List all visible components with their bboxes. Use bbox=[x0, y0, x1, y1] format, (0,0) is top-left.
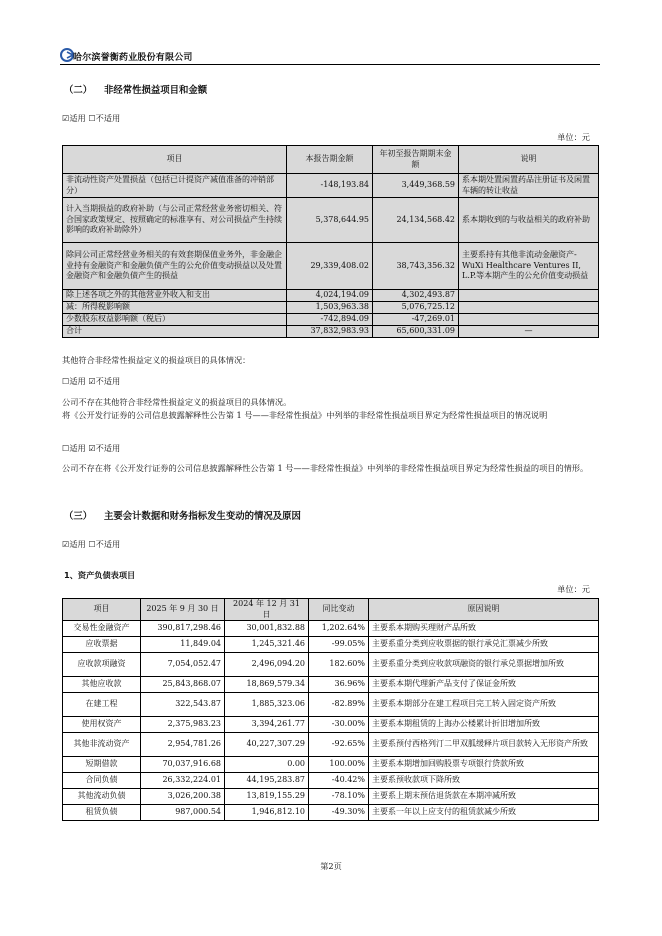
cell-note: — bbox=[459, 326, 599, 338]
page-header bbox=[60, 48, 600, 65]
cell-period: 1,503,963.38 bbox=[287, 302, 373, 314]
cell-2025: 11,849.04 bbox=[141, 637, 225, 653]
classification-applicability: ☐适用 ☑不适用 bbox=[62, 443, 121, 453]
cell-change: -49.30% bbox=[309, 805, 369, 821]
cell-period: -742,894.09 bbox=[287, 314, 373, 326]
section-2-title: 非经常性损益项目和金额 bbox=[104, 85, 208, 96]
cell-2025: 7,054,052.47 bbox=[141, 653, 225, 677]
other-applicability: ☐适用 ☑不适用 bbox=[62, 376, 121, 386]
table-row-total bbox=[63, 326, 599, 338]
cell-2024: 1,245,321.46 bbox=[225, 637, 309, 653]
cell-2025: 2,954,781.26 bbox=[141, 733, 225, 757]
balance-sheet-subtitle: 1、资产负债表项目 bbox=[64, 570, 136, 580]
cell-item: 合计 bbox=[63, 326, 287, 338]
cell-2025: 70,037,916.68 bbox=[141, 757, 225, 773]
col-header-ytd: 年初至报告期期末金额 bbox=[373, 146, 459, 174]
cell-ytd: 38,743,356.32 bbox=[373, 243, 459, 290]
table-row bbox=[63, 198, 599, 243]
table-row bbox=[63, 243, 599, 290]
cell-note: 主要系持有其他非流动金融资产-WuXi Healthcare Ventures II, L.P.等本期产生的公允价值变动损益 bbox=[459, 243, 599, 290]
col-header-item: 项目 bbox=[63, 146, 287, 174]
cell-item: 减：所得税影响额 bbox=[63, 302, 287, 314]
cell-item: 少数股东权益影响额（税后） bbox=[63, 314, 287, 326]
other-text: 公司不存在其他符合非经常性损益定义的损益项目的具体情况。 bbox=[62, 397, 292, 407]
cell-item: 应收款项融资 bbox=[63, 653, 141, 677]
section-2-unit: 单位：元 bbox=[557, 132, 590, 142]
cell-item: 短期借款 bbox=[63, 757, 141, 773]
table-row bbox=[63, 174, 599, 198]
cell-item: 计入当期损益的政府补助（与公司正常经营业务密切相关、符合国家政策规定、按照确定的标准享有、对公司损益产生持续影响的政府补助除外） bbox=[63, 198, 287, 243]
cell-reason: 主要系上期末预估退货款在本期冲减所致 bbox=[369, 789, 599, 805]
balance-sheet-table bbox=[62, 598, 599, 821]
cell-2024: 3,394,261.77 bbox=[225, 717, 309, 733]
col-header-reason: 原因说明 bbox=[369, 599, 599, 621]
cell-item: 合同负债 bbox=[63, 773, 141, 789]
cell-change: -82.89% bbox=[309, 693, 369, 717]
cell-reason: 主要系预收款项下降所致 bbox=[369, 773, 599, 789]
cell-2025: 3,026,200.38 bbox=[141, 789, 225, 805]
table-row bbox=[63, 693, 599, 717]
col-header-item: 项目 bbox=[63, 599, 141, 621]
col-header-period: 本报告期金额 bbox=[287, 146, 373, 174]
cell-2025: 26,332,224.01 bbox=[141, 773, 225, 789]
cell-item: 除上述各项之外的其他营业外收入和支出 bbox=[63, 290, 287, 302]
section-3-title: 主要会计数据和财务指标发生变动的情况及原因 bbox=[104, 511, 301, 522]
cell-2024: 18,869,579.34 bbox=[225, 677, 309, 693]
cell-2024: 0.00 bbox=[225, 757, 309, 773]
cell-2024: 1,946,812.10 bbox=[225, 805, 309, 821]
cell-item: 交易性金融资产 bbox=[63, 621, 141, 637]
cell-item: 在建工程 bbox=[63, 693, 141, 717]
cell-item: 使用权资产 bbox=[63, 717, 141, 733]
cell-2024: 30,001,832.88 bbox=[225, 621, 309, 637]
table-row bbox=[63, 717, 599, 733]
cell-item: 其他非流动资产 bbox=[63, 733, 141, 757]
cell-item: 非流动性资产处置损益（包括已计提资产减值准备的冲销部分） bbox=[63, 174, 287, 198]
table-header-row bbox=[63, 146, 599, 174]
page-number: 第2页 bbox=[320, 861, 342, 871]
cell-change: -99.05% bbox=[309, 637, 369, 653]
cell-period: 29,339,408.02 bbox=[287, 243, 373, 290]
cell-reason: 主要系本期购买理财产品所致 bbox=[369, 621, 599, 637]
col-header-2024: 2024 年 12 月 31 日 bbox=[225, 599, 309, 621]
cell-reason: 主要系一年以上应支付的租赁款减少所致 bbox=[369, 805, 599, 821]
cell-ytd: 65,600,331.09 bbox=[373, 326, 459, 338]
table-header-row bbox=[63, 599, 599, 621]
cell-item: 应收票据 bbox=[63, 637, 141, 653]
section-3-number: （三） bbox=[64, 511, 93, 522]
cell-ytd: 5,076,725.12 bbox=[373, 302, 459, 314]
cell-change: 182.60% bbox=[309, 653, 369, 677]
cell-change: -40.42% bbox=[309, 773, 369, 789]
cell-2025: 2,375,983.23 bbox=[141, 717, 225, 733]
table-row bbox=[63, 621, 599, 637]
section-3-unit: 单位：元 bbox=[557, 584, 590, 594]
cell-item: 租赁负债 bbox=[63, 805, 141, 821]
cell-reason: 主要系重分类到应收款项融资的银行承兑票据增加所致 bbox=[369, 653, 599, 677]
section-3-applicability: ☑适用 ☐不适用 bbox=[62, 539, 121, 549]
table-row bbox=[63, 637, 599, 653]
cell-2024: 13,819,155.29 bbox=[225, 789, 309, 805]
col-header-2025: 2025 年 9 月 30 日 bbox=[141, 599, 225, 621]
cell-note bbox=[459, 314, 599, 326]
cell-2024: 44,195,283.87 bbox=[225, 773, 309, 789]
cell-change: -78.10% bbox=[309, 789, 369, 805]
cell-change: 36.96% bbox=[309, 677, 369, 693]
cell-2024: 2,496,094.20 bbox=[225, 653, 309, 677]
cell-change: -92.65% bbox=[309, 733, 369, 757]
col-header-change: 同比变动 bbox=[309, 599, 369, 621]
cell-2025: 322,543.87 bbox=[141, 693, 225, 717]
cell-period: 37,832,983.93 bbox=[287, 326, 373, 338]
other-def-label: 其他符合非经常性损益定义的损益项目的具体情况： bbox=[62, 355, 251, 365]
table-row bbox=[63, 677, 599, 693]
table-row bbox=[63, 789, 599, 805]
table-row bbox=[63, 290, 599, 302]
cell-change: 100.00% bbox=[309, 757, 369, 773]
cell-note bbox=[459, 302, 599, 314]
cell-period: -148,193.84 bbox=[287, 174, 373, 198]
cell-2025: 390,817,298.46 bbox=[141, 621, 225, 637]
cell-reason: 主要系本期租赁的上海办公楼累计折旧增加所致 bbox=[369, 717, 599, 733]
cell-2025: 25,843,868.07 bbox=[141, 677, 225, 693]
cell-period: 4,024,194.09 bbox=[287, 290, 373, 302]
table-row bbox=[63, 805, 599, 821]
section-2-applicability: ☑适用 ☐不适用 bbox=[62, 113, 121, 123]
section-2-heading bbox=[64, 82, 207, 96]
table-row bbox=[63, 773, 599, 789]
table-row bbox=[63, 314, 599, 326]
cell-note: 系本期收到的与收益相关的政府补助 bbox=[459, 198, 599, 243]
table-row bbox=[63, 757, 599, 773]
cell-reason: 主要系重分类到应收票据的银行承兑汇票减少所致 bbox=[369, 637, 599, 653]
table-row bbox=[63, 653, 599, 677]
cell-reason: 主要系本期增加回购股票专项银行贷款所致 bbox=[369, 757, 599, 773]
classification-text: 将《公开发行证券的公司信息披露解释性公告第 1 号——非经常性损益》中列举的非经常性损益项目界定为经常性损益项目的情况说明 bbox=[62, 410, 548, 420]
cell-reason: 主要系本期部分在建工程项目完工转入固定资产所致 bbox=[369, 693, 599, 717]
cell-ytd: -47,269.01 bbox=[373, 314, 459, 326]
cell-ytd: 4,302,493.87 bbox=[373, 290, 459, 302]
section-2-number: （二） bbox=[64, 85, 93, 96]
cell-period: 5,378,644.95 bbox=[287, 198, 373, 243]
cell-2024: 40,227,307.29 bbox=[225, 733, 309, 757]
cell-2024: 1,885,323.06 bbox=[225, 693, 309, 717]
cell-reason: 主要系预付西格列汀二甲双胍缓释片项目款转入无形资产所致 bbox=[369, 733, 599, 757]
cell-change: 1,202.64% bbox=[309, 621, 369, 637]
cell-reason: 主要系本期代理新产品支付了保证金所致 bbox=[369, 677, 599, 693]
cell-item: 除同公司正常经营业务相关的有效套期保值业务外，非金融企业持有金融资产和金融负债产生的公允价值变动损益以及处置金融资产和金融负债产生的损益 bbox=[63, 243, 287, 290]
table-row bbox=[63, 733, 599, 757]
cell-ytd: 3,449,368.59 bbox=[373, 174, 459, 198]
cell-2025: 987,000.54 bbox=[141, 805, 225, 821]
cell-note bbox=[459, 290, 599, 302]
company-name: 哈尔滨誉衡药业股份有限公司 bbox=[73, 53, 193, 63]
cell-item: 其他应收款 bbox=[63, 677, 141, 693]
cell-change: -30.00% bbox=[309, 717, 369, 733]
cell-item: 其他流动负债 bbox=[63, 789, 141, 805]
section-3-heading bbox=[64, 508, 301, 522]
cell-ytd: 24,134,568.42 bbox=[373, 198, 459, 243]
classification-note: 公司不存在将《公开发行证券的公司信息披露解释性公告第 1 号——非经常性损益》中列举的非经常性损益项目界定为经常性损益的项目的情形。 bbox=[62, 463, 589, 473]
col-header-note: 说明 bbox=[459, 146, 599, 174]
cell-note: 系本期处置闲置药品注册证书及闲置车辆的转让收益 bbox=[459, 174, 599, 198]
non-recurring-table bbox=[62, 145, 599, 338]
table-row bbox=[63, 302, 599, 314]
